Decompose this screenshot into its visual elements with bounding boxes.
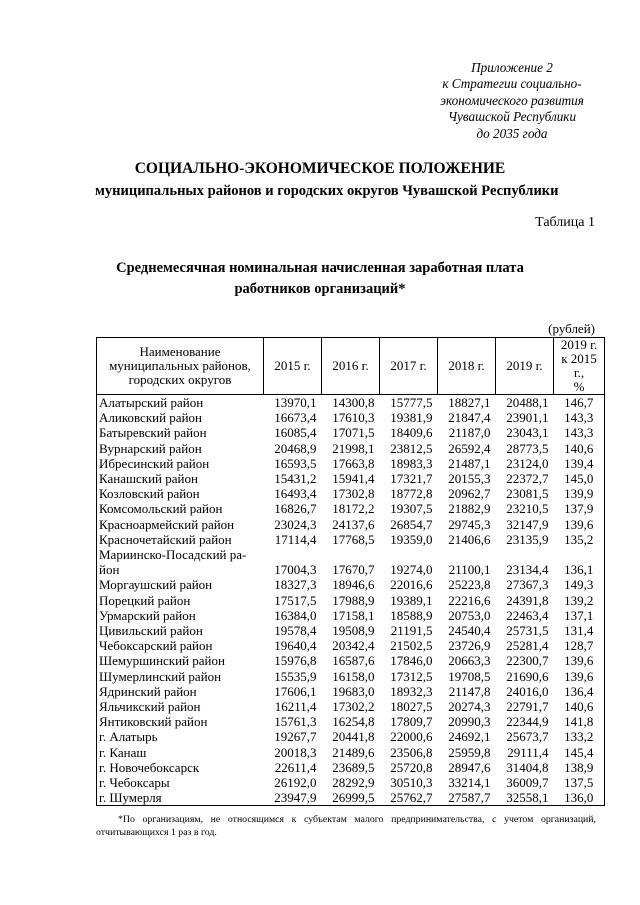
salary-cell: 23689,5: [332, 759, 375, 775]
pct-cell: 139,2: [554, 593, 605, 608]
salary-cell: 23506,8: [390, 744, 433, 760]
header-name-line: городских округов: [128, 372, 232, 387]
salary-cell: 18772,8: [390, 486, 433, 502]
table-row: [97, 410, 605, 425]
salary-cell: 19578,4: [274, 623, 317, 639]
appendix-line: Приложение 2: [471, 60, 553, 75]
pct-cell: 140,6: [554, 441, 605, 456]
salary-cell: 26999,5: [322, 790, 380, 806]
appendix-note: [402, 60, 602, 142]
salary-cell: 17302,8: [332, 486, 375, 502]
salary-cell: 16158,0: [332, 668, 375, 684]
district-name: [97, 486, 264, 501]
salary-cell: 23081,5: [506, 486, 549, 502]
table-row: [97, 547, 605, 577]
salary-cell: 20274,3: [448, 699, 491, 715]
salary-cell: 28292,9: [332, 775, 375, 791]
header-year: 2015 г.: [264, 338, 322, 395]
district-name-text: Козловский район: [99, 486, 200, 502]
district-name: [97, 714, 264, 729]
salary-cell: 22463,4: [506, 607, 549, 623]
salary-cell: 19683,0: [332, 683, 375, 699]
salary-cell: 22000,6: [390, 729, 433, 745]
salary-cell: 17768,5: [332, 531, 375, 547]
pct-cell: 139,6: [554, 517, 605, 532]
salary-cell: 16384,0: [274, 607, 317, 623]
salary-cell: 15941,4: [332, 471, 375, 487]
salary-cell: 27587,7: [438, 790, 496, 806]
salary-cell: 17517,5: [274, 592, 317, 608]
pct-cell: 143,3: [554, 410, 605, 425]
salary-cell: 17004,3: [274, 562, 317, 578]
salary-cell: 18827,1: [448, 395, 491, 410]
salary-cell: 20962,7: [448, 486, 491, 502]
salary-cell: 22611,4: [274, 759, 317, 775]
appendix-line: до 2035 года: [476, 125, 548, 141]
salary-cell: 28773,5: [506, 440, 549, 456]
pct-cell: 145,0: [554, 471, 605, 486]
salary-cell: 23210,5: [506, 501, 549, 517]
table-row: [97, 684, 605, 699]
salary-cell: 18409,6: [390, 425, 433, 441]
salary-cell: 19508,9: [332, 623, 375, 639]
salary-cell: 21489,6: [332, 744, 375, 760]
salary-cell: 25720,8: [390, 759, 433, 775]
salary-cell: 18027,5: [390, 699, 433, 715]
district-name-text: г. Алатырь: [99, 729, 158, 745]
district-name-text: Красночетайский район: [99, 531, 232, 547]
salary-cell: 18588,9: [390, 607, 433, 623]
salary-cell: 15431,2: [274, 471, 317, 487]
salary-cell: 22344,9: [506, 714, 549, 730]
salary-cell: 22300,7: [506, 653, 549, 669]
district-name-text: Яльчикский район: [99, 699, 201, 715]
pct-cell: 139,4: [554, 456, 605, 471]
salary-cell: 20342,4: [332, 638, 375, 654]
pct-cell: 139,6: [554, 669, 605, 684]
header-pct-line: %: [573, 379, 585, 394]
header-name-line: Наименование: [139, 344, 221, 359]
pct-cell: 149,3: [554, 577, 605, 592]
salary-cell: 23134,4: [506, 562, 549, 578]
district-name: [97, 425, 264, 440]
header-pct-line: к 2015 г.,: [561, 351, 597, 380]
pct-cell: 131,4: [554, 623, 605, 638]
table-row: [97, 775, 605, 790]
salary-cell: 18932,3: [390, 683, 433, 699]
district-name-text: г. Канаш: [99, 744, 147, 760]
pct-cell: 143,3: [554, 425, 605, 440]
salary-cell: 17610,3: [332, 410, 375, 426]
salary-cell: 21147,8: [448, 683, 491, 699]
header-name: [97, 338, 264, 395]
salary-cell: 17670,7: [332, 562, 375, 578]
salary-cell: 15777,5: [390, 395, 433, 410]
salary-cell: 17663,8: [332, 455, 375, 471]
salary-cell: 16493,4: [274, 486, 317, 502]
salary-cell: 17114,4: [274, 531, 317, 547]
district-name: [97, 775, 264, 790]
table-row: [97, 608, 605, 623]
district-name-text: Красноармейский район: [99, 516, 235, 532]
pct-cell: 136,1: [554, 547, 605, 577]
district-name-text: Шумерлинский район: [99, 668, 222, 684]
pct-cell: 137,1: [554, 608, 605, 623]
table-row: [97, 501, 605, 516]
district-name-text: Аликовский район: [99, 410, 202, 426]
salary-cell: 21406,6: [448, 531, 491, 547]
salary-cell: 33214,1: [448, 775, 491, 791]
table-row: [97, 623, 605, 638]
table-title-line-1: Среднемесячная номинальная начисленная заработная плата: [116, 260, 524, 276]
salary-cell: 19274,0: [390, 562, 433, 578]
district-name: [97, 547, 264, 577]
salary-cell: 22372,7: [506, 471, 549, 487]
salary-cell: 25281,4: [506, 638, 549, 654]
table-row: [97, 486, 605, 501]
pct-cell: 135,2: [554, 532, 605, 547]
pct-cell: 136,0: [554, 790, 605, 806]
salary-cell: 23901,1: [506, 410, 549, 426]
district-name-text: Порецкий район: [99, 592, 191, 608]
district-name: [97, 760, 264, 775]
district-name-text: Шемуршинский район: [99, 653, 225, 669]
district-name-text: Ибресинский район: [99, 455, 210, 471]
table-row: [97, 577, 605, 592]
district-name-text: Батыревский район: [99, 425, 207, 441]
salary-cell: 21998,1: [332, 440, 375, 456]
salary-cell: 19359,0: [390, 531, 433, 547]
pct-cell: 140,6: [554, 699, 605, 714]
salary-cell: 24391,8: [506, 592, 549, 608]
table-row: [97, 593, 605, 608]
salary-cell: 21847,4: [448, 410, 491, 426]
header-year: 2018 г.: [438, 338, 496, 395]
salary-cell: 23726,9: [448, 638, 491, 654]
salary-cell: 20663,3: [448, 653, 491, 669]
table-row: [97, 699, 605, 714]
salary-cell: 26192,0: [274, 775, 317, 791]
district-name-text: Цивильский район: [99, 623, 203, 639]
district-name: [97, 532, 264, 547]
district-name: [97, 608, 264, 623]
district-name: [97, 638, 264, 653]
salary-cell: 15535,9: [274, 668, 317, 684]
table-row: [97, 638, 605, 653]
table-row: [97, 441, 605, 456]
salary-cell: 22016,6: [390, 577, 433, 593]
salary-cell: 36009,7: [506, 775, 549, 791]
pct-cell: 141,8: [554, 714, 605, 729]
salary-cell: 16673,4: [274, 410, 317, 426]
district-name-text: Чебоксарский район: [99, 638, 213, 654]
salary-cell: 23812,5: [390, 440, 433, 456]
district-name: [97, 517, 264, 532]
table-title: [0, 258, 640, 300]
district-name-text: Янтиковский район: [99, 714, 208, 730]
pct-cell: 145,4: [554, 745, 605, 760]
district-name-text: г. Новочебоксарск: [99, 759, 200, 775]
salary-table: [96, 337, 605, 806]
salary-cell: 27367,3: [506, 577, 549, 593]
pct-cell: 139,6: [554, 653, 605, 668]
units-label: (рублей): [548, 321, 595, 336]
salary-cell: 17988,9: [332, 592, 375, 608]
salary-cell: 20488,1: [506, 395, 549, 410]
appendix-line: Чувашской Республики: [447, 109, 577, 125]
district-name-text: Канашский район: [99, 471, 198, 487]
salary-cell: 32147,9: [506, 516, 549, 532]
header-pct-line: 2019 г.: [560, 337, 598, 352]
salary-cell: 19381,9: [390, 410, 433, 426]
salary-cell: 25731,5: [506, 623, 549, 639]
salary-cell: 13970,1: [274, 395, 317, 410]
salary-cell: 18983,3: [390, 455, 433, 471]
salary-cell: 17071,5: [332, 425, 375, 441]
district-name-text: г. Чебоксары: [99, 775, 170, 791]
district-name: [97, 729, 264, 744]
table-row: [97, 714, 605, 729]
salary-cell: 17302,2: [332, 699, 375, 715]
salary-cell: 25762,7: [380, 790, 438, 806]
salary-cell: 24016,0: [506, 683, 549, 699]
salary-cell: 17846,0: [390, 653, 433, 669]
table-row: [97, 653, 605, 668]
salary-cell: 24137,6: [332, 516, 375, 532]
salary-cell: 23024,3: [274, 516, 317, 532]
district-name-text: Мариинско-Посадский ра-: [99, 547, 247, 563]
appendix-line: экономического развития: [440, 92, 584, 108]
salary-cell: 21187,0: [448, 425, 491, 441]
salary-cell: 25959,8: [448, 744, 491, 760]
header-name-line: муниципальных районов,: [109, 358, 251, 373]
page-title: СОЦИАЛЬНО-ЭКОНОМИЧЕСКОЕ ПОЛОЖЕНИЕ: [134, 160, 506, 177]
district-name: [97, 410, 264, 425]
table-row: [97, 760, 605, 775]
salary-cell: 19267,7: [274, 729, 317, 745]
salary-cell: 20018,3: [274, 744, 317, 760]
district-name-text: Комсомольский район: [99, 501, 223, 517]
salary-cell: 16826,7: [274, 501, 317, 517]
district-name-text: йон: [99, 562, 120, 578]
table-title-line-2: работников организаций*: [234, 281, 406, 297]
salary-cell: 26592,4: [448, 440, 491, 456]
salary-cell: 17606,1: [274, 683, 317, 699]
footnote: *По организациям, не относящимся к субъектам малого предпринимательства, с учетом организаций, отчитывающихся 1 раз в год.: [96, 814, 596, 838]
salary-cell: 17809,7: [390, 714, 433, 730]
salary-cell: 16211,4: [274, 699, 317, 715]
salary-cell: 29111,4: [507, 744, 549, 760]
table-row: [97, 395, 605, 411]
pct-cell: 133,2: [554, 729, 605, 744]
salary-cell: 21191,5: [390, 623, 433, 639]
district-name: [97, 441, 264, 456]
salary-cell: 28947,6: [448, 759, 491, 775]
table-header-row: [97, 338, 605, 395]
header-year: 2019 г.: [496, 338, 554, 395]
salary-cell: 20753,0: [448, 607, 491, 623]
salary-cell: 24540,4: [448, 623, 491, 639]
salary-cell: 19389,1: [390, 592, 433, 608]
salary-cell: 17312,5: [390, 668, 433, 684]
salary-cell: 17158,1: [332, 607, 375, 623]
salary-cell: 20468,9: [274, 440, 317, 456]
district-name: [97, 699, 264, 714]
table-row: [97, 425, 605, 440]
salary-cell: 16587,6: [332, 653, 375, 669]
salary-cell: 23124,0: [506, 455, 549, 471]
pct-cell: 137,5: [554, 775, 605, 790]
table-row: [97, 790, 605, 806]
page-subtitle: муниципальных районов и городских округов Чувашской Республики: [95, 183, 559, 199]
table-number: Таблица 1: [535, 215, 595, 230]
salary-cell: 20990,3: [448, 714, 491, 730]
salary-cell: 21100,1: [448, 562, 491, 578]
salary-cell: 26854,7: [390, 516, 433, 532]
district-name: [97, 684, 264, 699]
district-name-text: г. Шумерля: [99, 790, 162, 806]
salary-cell: 18946,6: [332, 577, 375, 593]
table-row: [97, 456, 605, 471]
salary-cell: 23947,9: [264, 790, 322, 806]
salary-cell: 25673,7: [506, 729, 549, 745]
salary-cell: 16254,8: [332, 714, 375, 730]
district-name: [97, 501, 264, 516]
table-row: [97, 729, 605, 744]
header-pct: [554, 338, 605, 395]
salary-cell: 22791,7: [506, 699, 549, 715]
table-row: [97, 669, 605, 684]
salary-cell: 23135,9: [506, 531, 549, 547]
pct-cell: 137,9: [554, 501, 605, 516]
table-row: [97, 517, 605, 532]
salary-cell: 18327,3: [274, 577, 317, 593]
salary-cell: 30510,3: [390, 775, 433, 791]
salary-cell: 32558,1: [496, 790, 554, 806]
header-year: 2016 г.: [322, 338, 380, 395]
district-name-text: Алатырский район: [99, 395, 204, 410]
district-name: [97, 653, 264, 668]
salary-cell: 20155,3: [448, 471, 491, 487]
salary-cell: 21502,5: [390, 638, 433, 654]
salary-cell: 21690,6: [506, 668, 549, 684]
district-name: [97, 623, 264, 638]
salary-cell: 31404,8: [506, 759, 549, 775]
salary-cell: 21882,9: [448, 501, 491, 517]
salary-cell: 20441,8: [332, 729, 375, 745]
district-name: [97, 471, 264, 486]
district-name: [97, 395, 264, 411]
pct-cell: 138,9: [554, 760, 605, 775]
appendix-line: к Стратегии социально-: [442, 76, 582, 92]
district-name-text: Вурнарский район: [99, 440, 202, 456]
district-name: [97, 745, 264, 760]
district-name-text: Урмарский район: [99, 607, 196, 623]
salary-cell: 14300,8: [332, 395, 375, 410]
pct-cell: 146,7: [554, 395, 605, 411]
table-row: [97, 532, 605, 547]
district-name: [97, 577, 264, 592]
salary-cell: 15761,3: [274, 714, 317, 730]
table-row: [97, 471, 605, 486]
salary-cell: 25223,8: [448, 577, 491, 593]
district-name: [97, 456, 264, 471]
salary-cell: 19708,5: [448, 668, 491, 684]
salary-cell: 19307,5: [390, 501, 433, 517]
pct-cell: 139,9: [554, 486, 605, 501]
salary-cell: 22216,6: [448, 592, 491, 608]
table-row: [97, 745, 605, 760]
salary-cell: 29745,3: [448, 516, 491, 532]
salary-cell: 23043,1: [506, 425, 549, 441]
salary-cell: 16085,4: [274, 425, 317, 441]
district-name-text: Ядринский район: [99, 683, 197, 699]
district-name: [97, 593, 264, 608]
salary-cell: 16593,5: [274, 455, 317, 471]
pct-cell: 128,7: [554, 638, 605, 653]
district-name: [97, 669, 264, 684]
salary-cell: 15976,8: [274, 653, 317, 669]
district-name: [97, 790, 264, 806]
header-year: 2017 г.: [380, 338, 438, 395]
salary-cell: 21487,1: [448, 455, 491, 471]
salary-cell: 18172,2: [332, 501, 375, 517]
district-name-text: Моргаушский район: [99, 577, 213, 593]
pct-cell: 136,4: [554, 684, 605, 699]
salary-cell: 17321,7: [390, 471, 433, 487]
salary-cell: 24692,1: [448, 729, 491, 745]
salary-cell: 19640,4: [274, 638, 317, 654]
